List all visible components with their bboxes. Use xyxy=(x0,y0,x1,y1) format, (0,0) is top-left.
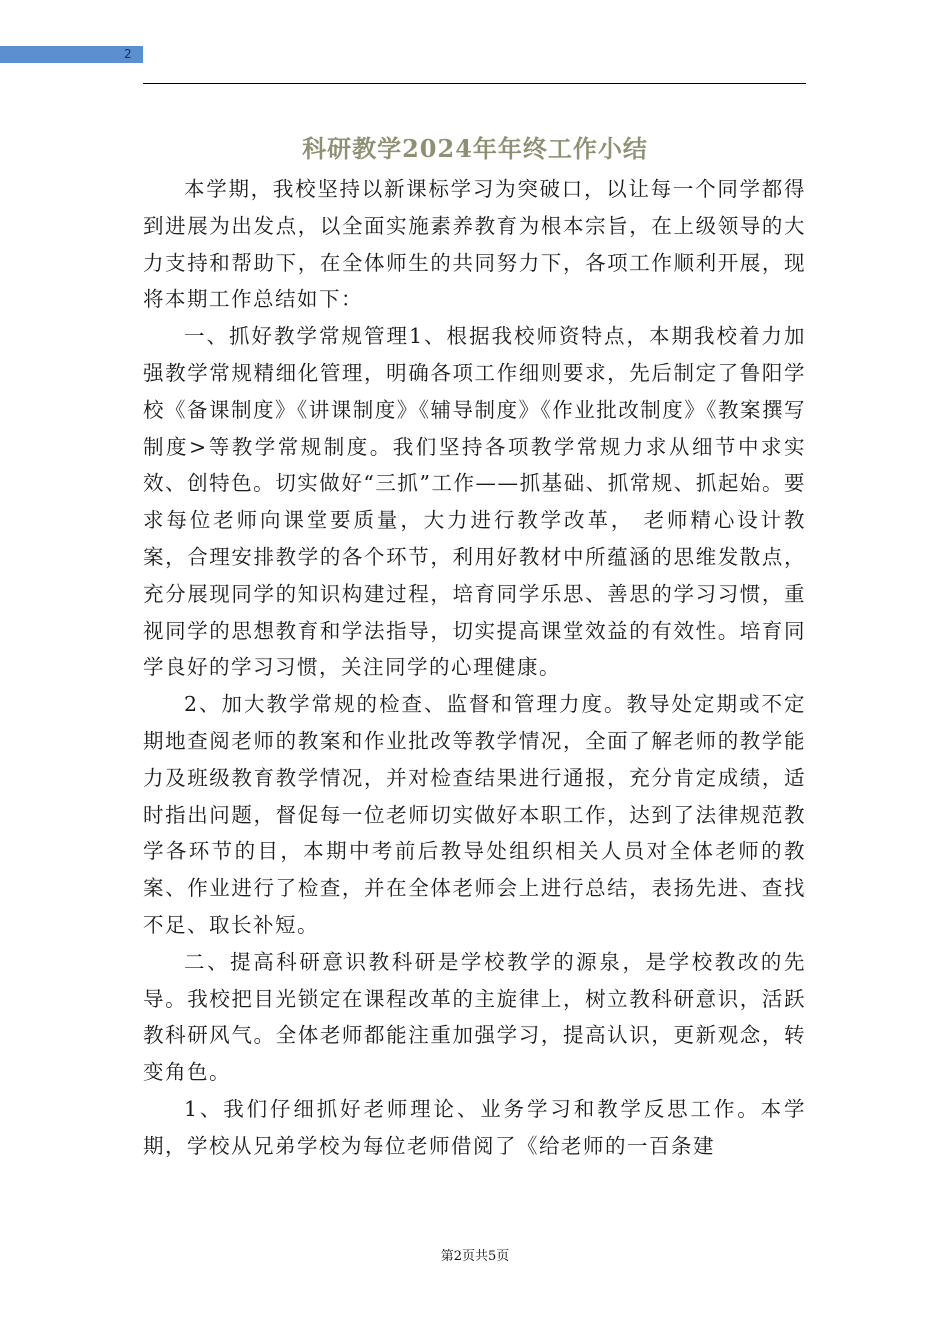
paragraph-section-1-2: 2、加大教学常规的检查、监督和管理力度。教导处定期或不定期地查阅老师的教案和作业批改等教学情况，全面了解老师的教学能力及班级教育教学情况，并对检查结果进行通报，充分肯定成绩，适时指出问题，督促每一位老师切实做好本职工作，达到了法律规范教学各环节的目，本期中考前后教导处组织相关人员对全体老师的教案、作业进行了检查，并在全体老师会上进行总结，表扬先进、查找不足、取长补短。 xyxy=(143,692,806,937)
header-rule xyxy=(143,83,806,84)
page-number-tab xyxy=(0,46,143,63)
paragraph-section-2-1: 1、我们仔细抓好老师理论、业务学习和教学反思工作。本学期，学校从兄弟学校为每位老师借阅了《给老师的一百条建 xyxy=(143,1096,806,1158)
document-body xyxy=(143,171,806,1165)
page-number-marker: 2 xyxy=(124,47,132,61)
document-title: 科研教学2024年年终工作小结 xyxy=(302,134,648,163)
paragraph-intro: 本学期，我校坚持以新课标学习为突破口，以让每一个同学都得到进展为出发点，以全面实施素养教育为根本宗旨，在上级领导的大力支持和帮助下，在全体师生的共同努力下，各项工作顺利开展，现将本期工作总结如下： xyxy=(143,177,806,312)
paragraph-section-1: 一、抓好教学常规管理1、根据我校师资特点，本期我校着力加强教学常规精细化管理，明确各项工作细则要求，先后制定了鲁阳学校《备课制度》《讲课制度》《辅导制度》《作业批改制度》《教案撰写制度>等教学常规制度。我们坚持各项教学常规力求从细节中求实效、创特色。切实做好“三抓”工作——抓基础、抓常规、抓起始。要求每位老师向课堂要质量，大力进行教学改革， 老师精心设计教案，合理安排教学的各个环节，利用好教材中所蕴涵的思维发散点，充分展现同学的知识构建过程，培育同学乐思、善思的学习习惯，重视同学的思想教育和学法指导，切实提高课堂效益的有效性。培育同学良好的学习习惯，关注同学的心理健康。 xyxy=(143,324,806,680)
page-footer: 第2页共5页 xyxy=(440,1249,510,1264)
paragraph-section-2: 二、提高科研意识教科研是学校教学的源泉，是学校教改的先导。我校把目光锁定在课程改革的主旋律上，树立教科研意识，活跃教科研风气。全体老师都能注重加强学习，提高认识，更新观念，转变角色。 xyxy=(143,949,806,1085)
